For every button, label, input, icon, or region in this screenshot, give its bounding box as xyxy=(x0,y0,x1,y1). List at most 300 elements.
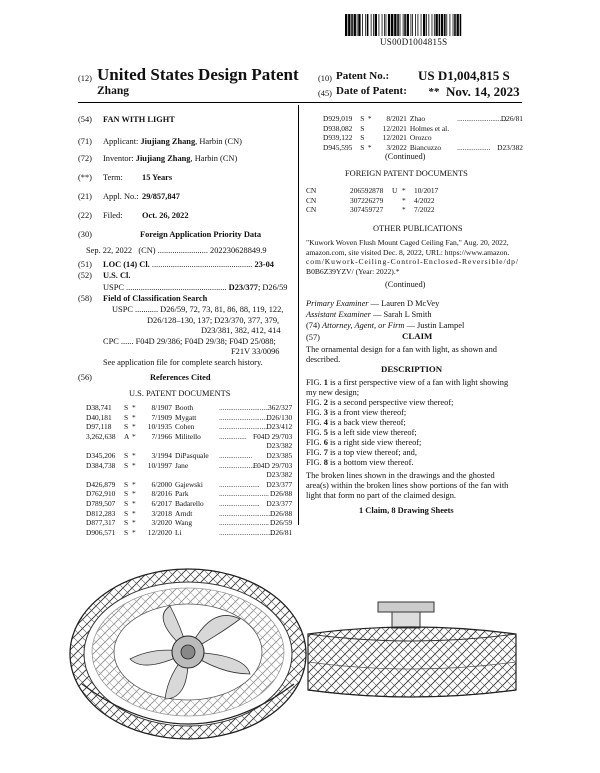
citation-dots: .................. xyxy=(219,450,253,460)
citation-class: 362/327 xyxy=(267,403,293,412)
ceiling-mount xyxy=(378,602,434,612)
figure-number: 3 xyxy=(323,408,328,417)
applicant-name: Jiujiang Zhang xyxy=(140,137,196,146)
citation-date: 10/1997 xyxy=(147,460,172,470)
description-title: DESCRIPTION xyxy=(381,364,443,374)
figure-number: 6 xyxy=(323,438,328,447)
priority-dots: ........................ xyxy=(157,246,208,255)
citation-class: D26/130 xyxy=(266,412,293,422)
uspc-value: D23/377 xyxy=(228,283,258,292)
citation-number: D38,741 xyxy=(86,403,112,412)
citation-kind: S xyxy=(124,518,129,528)
loc-value: 23-04 xyxy=(254,260,274,269)
table-row xyxy=(86,499,292,509)
citation-date: 7/1909 xyxy=(151,412,172,422)
priority-number: 202230628849.9 xyxy=(210,246,267,255)
field-58-code: (58) xyxy=(78,294,92,303)
citation-date: 6/2017 xyxy=(151,498,172,508)
citation-dots: ..................... xyxy=(219,460,258,470)
barcode-bar xyxy=(407,14,409,36)
citation-kind: A xyxy=(124,431,130,441)
foreign-country: CN xyxy=(306,186,317,195)
foreign-country: CN xyxy=(306,195,317,205)
barcode-graphic xyxy=(345,14,551,36)
barcode-bar xyxy=(375,14,377,36)
citation-kind: S xyxy=(124,489,129,499)
citation-kind: S xyxy=(124,403,129,412)
citation-number: D762,910 xyxy=(86,489,116,499)
citation-number: D345,206 xyxy=(86,450,116,460)
foreign-citations-table xyxy=(306,186,438,215)
citation-dots: ........................... xyxy=(219,412,269,422)
loc-line xyxy=(103,259,274,270)
uspc-dots: ................................................ xyxy=(126,283,227,292)
citation-class: D26/81 xyxy=(500,114,523,123)
citation-kind: S xyxy=(124,412,129,422)
barcode-bar xyxy=(457,14,459,36)
barcode-bar xyxy=(397,14,399,36)
applicant-location: , Harbin (CN) xyxy=(195,137,242,146)
citation-star: * xyxy=(132,422,136,432)
citation-dots: .............................. xyxy=(219,527,275,537)
other-pub-line-4: B0B6Z39YZV/ (Year: 2022).* xyxy=(306,266,400,276)
barcode-number: US00D1004815S xyxy=(380,37,448,47)
citation-name: Gajewski xyxy=(175,479,203,489)
priority-line xyxy=(86,245,267,256)
table-row xyxy=(306,186,438,196)
assistant-examiner-name: — Sarah L Smith xyxy=(370,310,432,319)
patent-type-title: United States Design Patent xyxy=(97,65,299,84)
patent-no-label: Patent No.: xyxy=(336,70,390,82)
citation-star: * xyxy=(132,431,136,441)
foreign-kind xyxy=(392,196,402,206)
citation-star: * xyxy=(132,450,136,460)
barcode-bar xyxy=(382,14,383,36)
us-citations-table xyxy=(86,403,292,537)
barcode-bar xyxy=(454,14,456,36)
barcode-bar xyxy=(348,14,350,36)
table-row xyxy=(86,489,292,499)
header-code-12: (12) xyxy=(78,74,92,83)
citation-number: D939,122 xyxy=(323,133,353,143)
citation-name: DiPasquale xyxy=(175,450,209,460)
citation-date: 8/2016 xyxy=(151,489,172,499)
citation-number: D97,118 xyxy=(86,422,112,432)
primary-examiner-label: Primary Examiner xyxy=(306,299,369,308)
citation-class: D23/385 xyxy=(266,450,293,460)
citation-number: D945,595 xyxy=(323,142,353,152)
citation-name: Biancuzzo xyxy=(409,142,442,152)
priority-date: Sep. 22, 2022 xyxy=(86,246,133,255)
table-row xyxy=(86,470,292,480)
citation-class: D26/88 xyxy=(270,489,293,499)
barcode xyxy=(345,14,551,36)
figure-prefix: FIG. xyxy=(306,408,324,417)
barcode-bar xyxy=(460,14,462,36)
barcode-bar xyxy=(418,14,419,36)
barcode-bar xyxy=(411,14,412,36)
table-row xyxy=(306,205,438,215)
figure-description xyxy=(306,408,526,418)
field-51-code: (51) xyxy=(78,260,92,269)
barcode-bar xyxy=(450,14,451,36)
assistant-examiner xyxy=(306,309,432,320)
term-value: 15 Years xyxy=(142,173,173,182)
search-line-4: CPC ...... F04D 29/386; F04D 29/38; F04D 25/088; xyxy=(103,336,276,346)
figure-text: is a second perspective view thereof; xyxy=(327,398,454,407)
barcode-bar xyxy=(388,14,390,36)
loc-label: LOC (14) Cl. xyxy=(103,260,150,269)
figure-text: my new design; xyxy=(306,388,360,397)
figure-description xyxy=(306,458,526,468)
figure-text: is a first perspective view of a fan with light showing xyxy=(327,378,509,387)
uspc-rest: ; D26/59 xyxy=(257,283,288,292)
citation-kind: S xyxy=(124,527,129,537)
citation-dots: ........................... xyxy=(219,489,269,499)
figure-prefix: FIG. xyxy=(306,398,324,407)
claim-line-2: described. xyxy=(306,355,341,364)
barcode-bar xyxy=(446,14,447,36)
search-line-5: F21V 33/0096 xyxy=(231,347,280,356)
table-row xyxy=(86,451,292,461)
citation-star: * xyxy=(132,518,136,528)
figure-prefix: FIG. xyxy=(306,418,324,427)
citation-class-continued: D23/382 xyxy=(266,470,293,480)
barcode-bar xyxy=(358,14,360,36)
other-pub-line-1: "Kuwork Woven Flush Mount Caged Ceiling Fan," Aug. 20, 2022, xyxy=(306,238,509,247)
figure-text: is a front view thereof; xyxy=(327,408,407,417)
field-term-code: (**) xyxy=(78,173,92,182)
figure-description xyxy=(306,388,526,398)
figure-number: 1 xyxy=(323,378,328,387)
priority-title: Foreign Application Priority Data xyxy=(140,230,262,239)
citation-date: 3/1994 xyxy=(151,450,172,460)
uspc-label: USPC xyxy=(103,283,124,292)
figure-text: is a left side view thereof; xyxy=(327,428,417,437)
barcode-bar xyxy=(362,14,363,36)
citation-dots xyxy=(457,124,497,134)
citation-date: 3/2022 xyxy=(386,142,407,152)
citation-date: 12/2021 xyxy=(382,123,407,133)
uspc-line xyxy=(103,282,288,293)
design-title: FAN WITH LIGHT xyxy=(103,115,175,124)
citation-star: * xyxy=(132,527,136,537)
citation-dots: ............................ xyxy=(219,508,271,518)
figure-description xyxy=(306,378,526,388)
citation-class-continued: D23/382 xyxy=(266,441,293,451)
citation-class: F04D 29/703 xyxy=(253,431,293,441)
citation-kind: S xyxy=(124,460,129,470)
citation-star: * xyxy=(132,489,136,499)
table-row xyxy=(306,196,438,206)
continued-1: (Continued) xyxy=(385,152,426,161)
barcode-bar xyxy=(373,14,374,36)
barcode-bar xyxy=(379,14,380,36)
broken-line-3: light that form no part of the claimed design. xyxy=(306,491,457,500)
barcode-bar xyxy=(439,14,441,36)
barcode-bar xyxy=(345,14,347,36)
table-row xyxy=(323,114,523,124)
continued-2: (Continued) xyxy=(385,280,426,289)
figure-description xyxy=(306,448,526,458)
claim-code: (57) xyxy=(306,333,320,342)
figure-prefix: FIG. xyxy=(306,378,324,387)
applicant-line xyxy=(103,136,242,147)
filed-value: Oct. 26, 2022 xyxy=(142,211,189,220)
citation-date: 8/2021 xyxy=(386,114,407,123)
citation-star: * xyxy=(132,498,136,508)
citation-star xyxy=(368,133,377,143)
appl-no-label: Appl. No.: xyxy=(103,192,139,201)
citation-kind: S xyxy=(124,450,129,460)
citation-class: D23/382 xyxy=(497,142,523,152)
field-56-code: (56) xyxy=(78,373,92,382)
primary-examiner xyxy=(306,298,439,309)
citation-kind: S xyxy=(124,422,129,432)
attorney-line xyxy=(306,320,464,331)
barcode-bar xyxy=(434,14,435,36)
figure-prefix: FIG. xyxy=(306,438,324,447)
search-line-3: D23/381, 382, 412, 414 xyxy=(201,326,281,335)
inventor-label: Inventor: xyxy=(103,154,134,163)
references-title: References Cited xyxy=(150,373,211,382)
citation-star xyxy=(368,124,377,134)
field-21-code: (21) xyxy=(78,192,92,201)
field-71-code: (71) xyxy=(78,137,92,146)
figure-text: is a back view thereof; xyxy=(327,418,406,427)
inventor-location: , Harbin (CN) xyxy=(190,154,238,163)
attorney-label: Attorney, Agent, or Firm xyxy=(322,321,405,330)
citation-class: F04D 29/703 xyxy=(253,460,293,470)
table-row xyxy=(86,403,292,413)
citation-number: D929,019 xyxy=(323,114,353,123)
barcode-bar xyxy=(354,14,356,36)
attorney-name: — Justin Lampel xyxy=(404,321,465,330)
foreign-date: 10/2017 xyxy=(414,186,439,195)
citation-kind: S xyxy=(124,498,129,508)
figure-number: 5 xyxy=(323,428,328,437)
citation-name: Park xyxy=(175,489,189,499)
figure-description xyxy=(306,418,526,428)
citation-name: Badarello xyxy=(175,498,204,508)
field-72-code: (72) xyxy=(78,154,92,163)
citation-kind: S xyxy=(360,123,365,133)
foreign-citations-list xyxy=(306,186,506,215)
citation-date: 6/2000 xyxy=(151,479,172,489)
citation-name: Mygatt xyxy=(175,412,197,422)
barcode-bar xyxy=(444,14,446,36)
figure-prefix: FIG. xyxy=(306,458,324,467)
foreign-star: * xyxy=(402,205,406,215)
citation-name: Jane xyxy=(175,460,189,470)
search-title: Field of Classification Search xyxy=(103,294,208,303)
citation-star: * xyxy=(132,508,136,518)
citation-number: D938,082 xyxy=(323,123,353,133)
citation-star: * xyxy=(132,479,136,489)
table-row xyxy=(86,518,292,528)
field-52-code: (52) xyxy=(78,271,92,280)
foreign-kind: U xyxy=(392,186,398,195)
inventor-line xyxy=(103,153,237,164)
citation-dots: ........................... xyxy=(219,403,269,412)
table-row xyxy=(86,480,292,490)
barcode-bar xyxy=(453,14,454,36)
citation-date: 12/2021 xyxy=(382,133,407,143)
broken-line-2: area(s) within the broken lines show portions of the fan with xyxy=(306,481,509,490)
assistant-examiner-label: Assistant Examiner xyxy=(306,310,371,319)
citation-dots: ........................... xyxy=(219,518,269,528)
citation-number: D426,879 xyxy=(86,479,116,489)
figure-number: 8 xyxy=(323,458,328,467)
barcode-bar xyxy=(435,14,437,36)
barcode-bar xyxy=(432,14,433,36)
term-label: Term: xyxy=(103,173,123,182)
citation-class: D26/81 xyxy=(270,527,293,537)
loc-dots: ................................................ xyxy=(151,260,253,269)
inventor-name: Jiujiang Zhang xyxy=(135,154,191,163)
table-row xyxy=(323,124,523,134)
barcode-bar xyxy=(423,14,425,36)
foreign-star: * xyxy=(402,195,406,205)
field-54-code: (54) xyxy=(78,115,92,124)
citation-star: * xyxy=(132,412,136,422)
citation-dots: .................. xyxy=(457,142,491,152)
foreign-date: 7/2022 xyxy=(414,205,435,215)
citation-kind: S xyxy=(360,133,365,143)
other-pub-line-2: amazon.com, site visited Dec. 8, 2022, URL: https://www.amazon. xyxy=(306,247,510,257)
foreign-docs-title: FOREIGN PATENT DOCUMENTS xyxy=(345,169,468,178)
citation-date: 10/1935 xyxy=(147,422,172,432)
citation-kind: S xyxy=(124,479,129,489)
date-label: Date of Patent: xyxy=(336,85,407,97)
figure-text: is a right side view thereof; xyxy=(327,438,422,447)
citation-number: D877,317 xyxy=(86,518,116,528)
barcode-bar xyxy=(386,14,387,36)
citation-class: D23/412 xyxy=(266,422,293,432)
appl-no-value: 29/857,847 xyxy=(142,192,180,201)
citation-class: D23/377 xyxy=(266,498,293,508)
citation-star: * xyxy=(367,114,372,123)
citation-dots xyxy=(457,133,497,143)
citation-number: 3,262,638 xyxy=(86,431,116,441)
table-row xyxy=(86,432,292,442)
barcode-bar xyxy=(404,14,406,36)
top-citations-table xyxy=(323,114,523,152)
figure-description xyxy=(306,398,526,408)
citation-kind: S xyxy=(360,142,365,152)
citation-date: 12/2020 xyxy=(147,527,172,537)
search-line-2: D26/128–130, 137; D23/370, 377, 379, xyxy=(147,315,280,325)
barcode-bar xyxy=(391,14,393,36)
header-code-45: (45) xyxy=(318,89,332,98)
citation-name: Arndt xyxy=(175,508,193,518)
foreign-kind xyxy=(392,205,402,215)
figure-number: 2 xyxy=(323,398,328,407)
top-citations-list xyxy=(323,114,523,152)
broken-line-1: The broken lines shown in the drawings and the ghosted xyxy=(306,471,495,480)
other-pub-line-3: com/Kuwork-Ceiling-Control-Enclosed-Reversible/dp/ xyxy=(306,257,519,266)
citation-name: Zhao xyxy=(409,114,426,123)
citation-star: * xyxy=(132,460,136,470)
figure-description xyxy=(306,428,526,438)
applicant-label: Applicant: xyxy=(103,137,139,146)
citation-kind: S xyxy=(360,114,365,123)
citation-name: Militello xyxy=(175,431,201,441)
table-row xyxy=(86,422,292,432)
citation-name: Orozco xyxy=(409,133,432,143)
us-docs-title: U.S. PATENT DOCUMENTS xyxy=(129,389,231,398)
us-citations-list xyxy=(86,403,296,537)
citation-date: 7/1966 xyxy=(151,431,172,441)
citation-name: Cohen xyxy=(175,422,195,432)
priority-country: (CN) xyxy=(138,246,156,255)
filed-label: Filed: xyxy=(103,211,123,220)
primary-examiner-name: — Lauren D McVey xyxy=(368,299,440,308)
header-divider xyxy=(78,102,522,103)
citation-dots: ........................... xyxy=(457,114,507,123)
barcode-bar xyxy=(403,14,404,36)
barcode-bar xyxy=(428,14,429,36)
barcode-bar xyxy=(426,14,427,36)
foreign-number: 206592878 xyxy=(350,186,384,195)
citation-class: D23/377 xyxy=(266,479,293,489)
table-row xyxy=(86,461,292,471)
barcode-bar xyxy=(415,14,416,36)
date-stars: ** xyxy=(428,86,439,98)
table-row xyxy=(86,509,292,519)
citation-class: D26/88 xyxy=(270,508,293,518)
citation-star: * xyxy=(132,403,136,412)
citation-class xyxy=(497,124,523,134)
fan-perspective-drawing xyxy=(60,534,320,764)
header-code-10: (10) xyxy=(318,74,332,83)
citation-name: Booth xyxy=(175,403,194,412)
foreign-star: * xyxy=(402,186,406,195)
barcode-bar xyxy=(400,14,401,36)
field-22-code: (22) xyxy=(78,211,92,220)
fan-side-drawing xyxy=(300,600,524,710)
citation-date: 3/2018 xyxy=(151,508,172,518)
citation-date: 3/2020 xyxy=(151,518,172,528)
figure-number: 4 xyxy=(323,418,328,427)
citation-dots: ........................... xyxy=(219,422,269,432)
search-line-1: USPC ........... D26/59, 72, 73, 81, 86, 88, 119, 122, xyxy=(112,305,284,314)
citation-name: Holmes et al. xyxy=(409,123,450,133)
attorney-code: (74) xyxy=(306,321,320,330)
barcode-bar xyxy=(441,14,443,36)
barcode-bar xyxy=(412,14,413,36)
figure-description xyxy=(306,438,526,448)
citation-dots: ...................... xyxy=(219,498,260,508)
patent-number: US D1,004,815 S xyxy=(418,68,510,83)
figure-text: is a bottom view thereof. xyxy=(327,458,414,467)
search-line-6: See application file for complete search history. xyxy=(103,357,263,367)
barcode-bar xyxy=(365,14,366,36)
citation-name: Wang xyxy=(175,518,193,528)
figure-text: is a top view thereof; and, xyxy=(327,448,417,457)
citation-kind: S xyxy=(124,508,129,518)
foreign-number: 307226279 xyxy=(350,195,384,205)
citation-star: * xyxy=(367,142,372,152)
field-30-code: (30) xyxy=(78,230,92,239)
us-cl-label: U.S. Cl. xyxy=(103,271,131,280)
other-pubs-title: OTHER PUBLICATIONS xyxy=(373,224,463,233)
citation-dots: ...................... xyxy=(219,479,260,489)
foreign-number: 307459727 xyxy=(350,205,384,215)
figure-number: 7 xyxy=(323,448,328,457)
barcode-bar xyxy=(421,14,422,36)
citation-class xyxy=(497,133,523,143)
